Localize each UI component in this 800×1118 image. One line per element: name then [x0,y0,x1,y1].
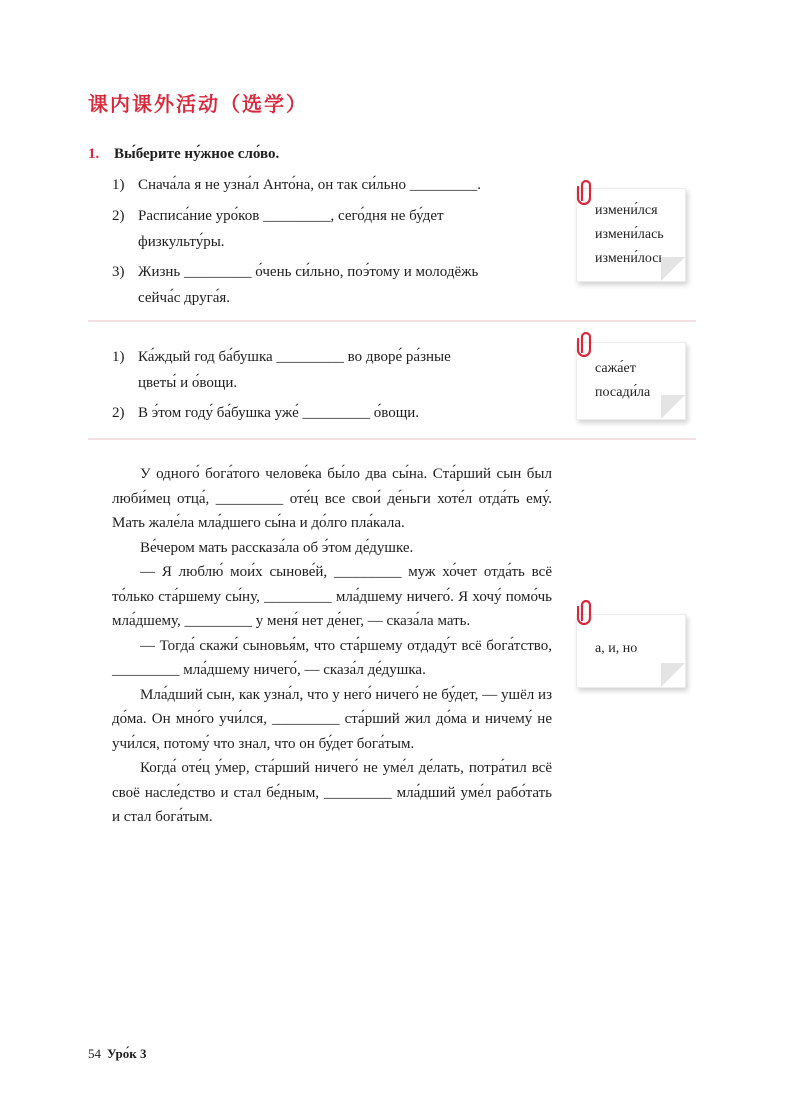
note-fold [661,663,685,687]
word-option: посади́ла [595,385,651,400]
item-text-continued: сейча́с друга́я. [138,290,231,306]
item-text-continued: цветы́ и о́вощи. [138,375,238,391]
exercise-item [112,203,444,255]
story-paragraph: У одного́ бога́того челове́ка бы́ло два сы́на. Ста́рший сын был люби́мец отца́, _________ оте́ц все свои́ де́ньги хоте́л отда́ть ему́. Мать жале́ла мла́дшего сы́на и до́лго пла́кала. [112,466,552,531]
word-option: измени́лся [595,203,658,218]
story-paragraph: Ве́чером мать рассказа́ла об э́том де́душке. [140,539,414,556]
item-text: Расписа́ние уро́ков _________, сего́дня не бу́дет [138,208,444,224]
section-divider [88,438,696,440]
item-text: Жизнь _________ о́чень си́льно, поэ́тому и молодёжь [138,264,479,280]
item-text: Ка́ждый год ба́бушка _________ во дворе́ ра́зные [138,349,451,365]
word-option: а, и, но [595,641,638,656]
item-number: 1) [112,177,125,193]
exercise-item [112,344,451,396]
item-text-continued: физкульту́ры. [138,234,225,250]
task-number: 1. [88,146,100,162]
story-paragraph: Когда́ оте́ц у́мер, ста́рший ничего́ не уме́л де́лать, потра́тил всё своё насле́дство и стал бе́дным, _________ мла́дший уме́л рабо́тать и стал бога́тым. [112,760,552,825]
page-footer [88,1046,146,1062]
item-text: В э́том году́ ба́бушка уже́ _________ о́вощи. [138,405,420,421]
word-option: измени́лась [595,227,664,242]
task-instruction: Вы́берите ну́жное сло́во. [114,146,280,162]
story-paragraph: — Я люблю́ мои́х сынове́й, _________ муж хо́чет отда́ть всё то́лько ста́ршему сы́ну, _________ мла́дшему ничего́. Я хочу́ помо́чь мла́дшему, _________ у меня́ нет де́нег, — сказа́ла мать. [112,564,552,629]
paperclip-icon [577,598,595,626]
item-number: 3) [112,264,125,280]
word-option: измени́лось [595,251,665,266]
exercise-item [112,400,419,426]
exercise-item [112,259,478,311]
story-paragraph: — Тогда́ скажи́ сыновья́м, что ста́ршему отдаду́т всё бога́тство, _________ мла́дшему ничего́, — сказа́л де́душка. [112,637,552,678]
item-text: Снача́ла я не узна́л Анто́на, он так си́льно _________. [138,177,482,193]
story-paragraph: Мла́дший сын, как узна́л, что у него́ ничего́ не бу́дет, — ушёл из до́ма. Он мно́го учи́лся, _________ ста́рший жил до́ма и ничему́ не учи́лся, потому́ что знал, что он бу́дет бога́тым. [112,686,552,752]
section-divider [88,320,696,322]
note-fold [661,395,685,419]
page-number: 54 [88,1046,101,1061]
paperclip-icon [577,330,595,358]
task-heading [88,146,279,163]
exercise-item [112,172,481,198]
paperclip-icon [577,178,595,206]
item-number: 2) [112,405,125,421]
lesson-label: Уро́к 3 [107,1046,147,1061]
item-number: 1) [112,349,125,365]
section-title: 课内课外活动（选学） [88,92,308,116]
word-option: сажа́ет [595,361,636,376]
item-number: 2) [112,208,125,224]
note-fold [661,257,685,281]
story-text [112,462,552,830]
